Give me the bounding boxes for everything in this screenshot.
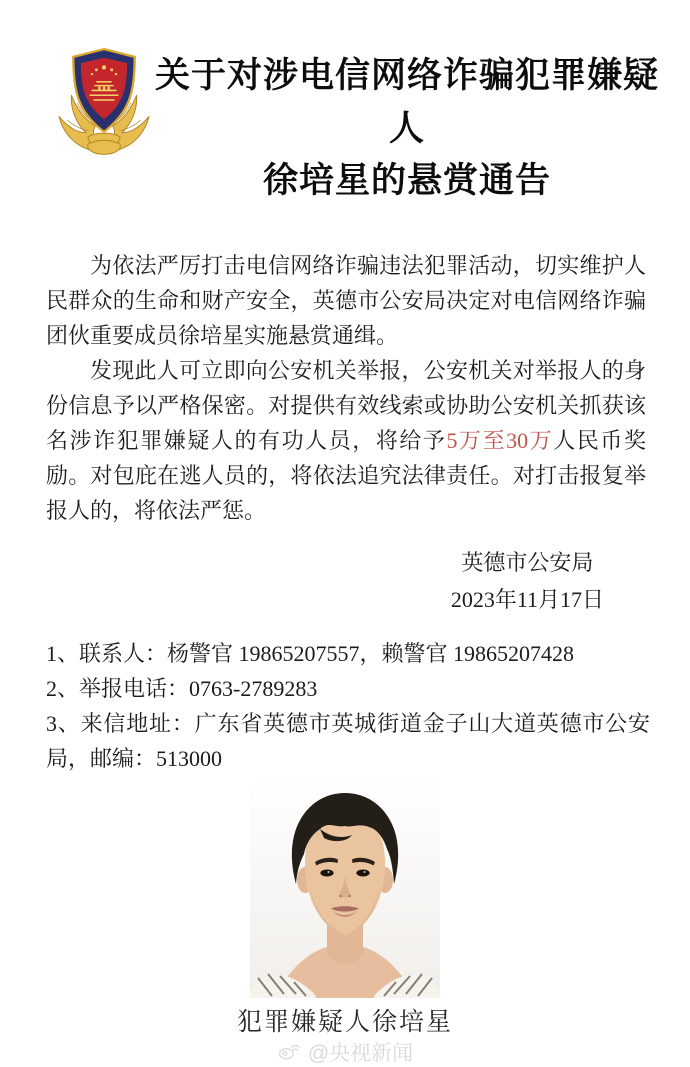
notice-title-line1: 关于对涉电信网络诈骗犯罪嫌疑人 — [154, 56, 659, 148]
notice-paragraph-reward — [46, 353, 646, 528]
issuing-agency: 英德市公安局 — [461, 549, 594, 575]
contact-list — [46, 636, 650, 776]
issue-date: 2023年11月17日 — [450, 586, 604, 612]
notice-paragraph-intro: 为依法严厉打击电信网络诈骗违法犯罪活动，切实维护人民群众的生命和财产安全，英德市公安局决定对电信网络诈骗团伙重要成员徐培星实施悬赏通缉。 — [46, 252, 646, 348]
weibo-icon — [277, 1041, 301, 1067]
paragraph-text-after-reward: 人民币奖励。对包庇在逃人员的，将依法追究法律责任。对打击报复举报人的，将依法严惩。 — [46, 427, 646, 523]
watermark-text: @央视新闻 — [307, 1041, 414, 1065]
notice-header — [0, 0, 690, 208]
notice-title — [152, 44, 662, 208]
paragraph-text-before-reward: 发现此人可立即向公安机关举报，公安机关对举报人的身份信息予以严格保密。对提供有效线索或协助公安机关抓获该名涉诈犯罪嫌疑人的有功人员，将给予 — [46, 357, 646, 453]
photo-section — [0, 778, 690, 1039]
police-badge-icon — [56, 44, 152, 158]
signature-block — [0, 544, 604, 618]
suspect-photo — [250, 778, 440, 998]
notice-title-line2: 徐培星的悬赏通告 — [262, 161, 551, 200]
photo-caption: 犯罪嫌疑人徐培星 — [236, 1008, 453, 1036]
mailing-address: 3、来信地址：广东省英德市英城街道金子山大道英德市公安局，邮编：513000 — [46, 710, 650, 771]
watermark — [0, 1041, 690, 1067]
reward-amount: 5万至30万 — [446, 427, 554, 453]
report-hotline: 2、举报电话：0763-2789283 — [46, 675, 318, 701]
notice-body — [46, 248, 646, 528]
contact-persons: 1、联系人：杨警官 19865207557，赖警官 19865207428 — [46, 640, 575, 666]
